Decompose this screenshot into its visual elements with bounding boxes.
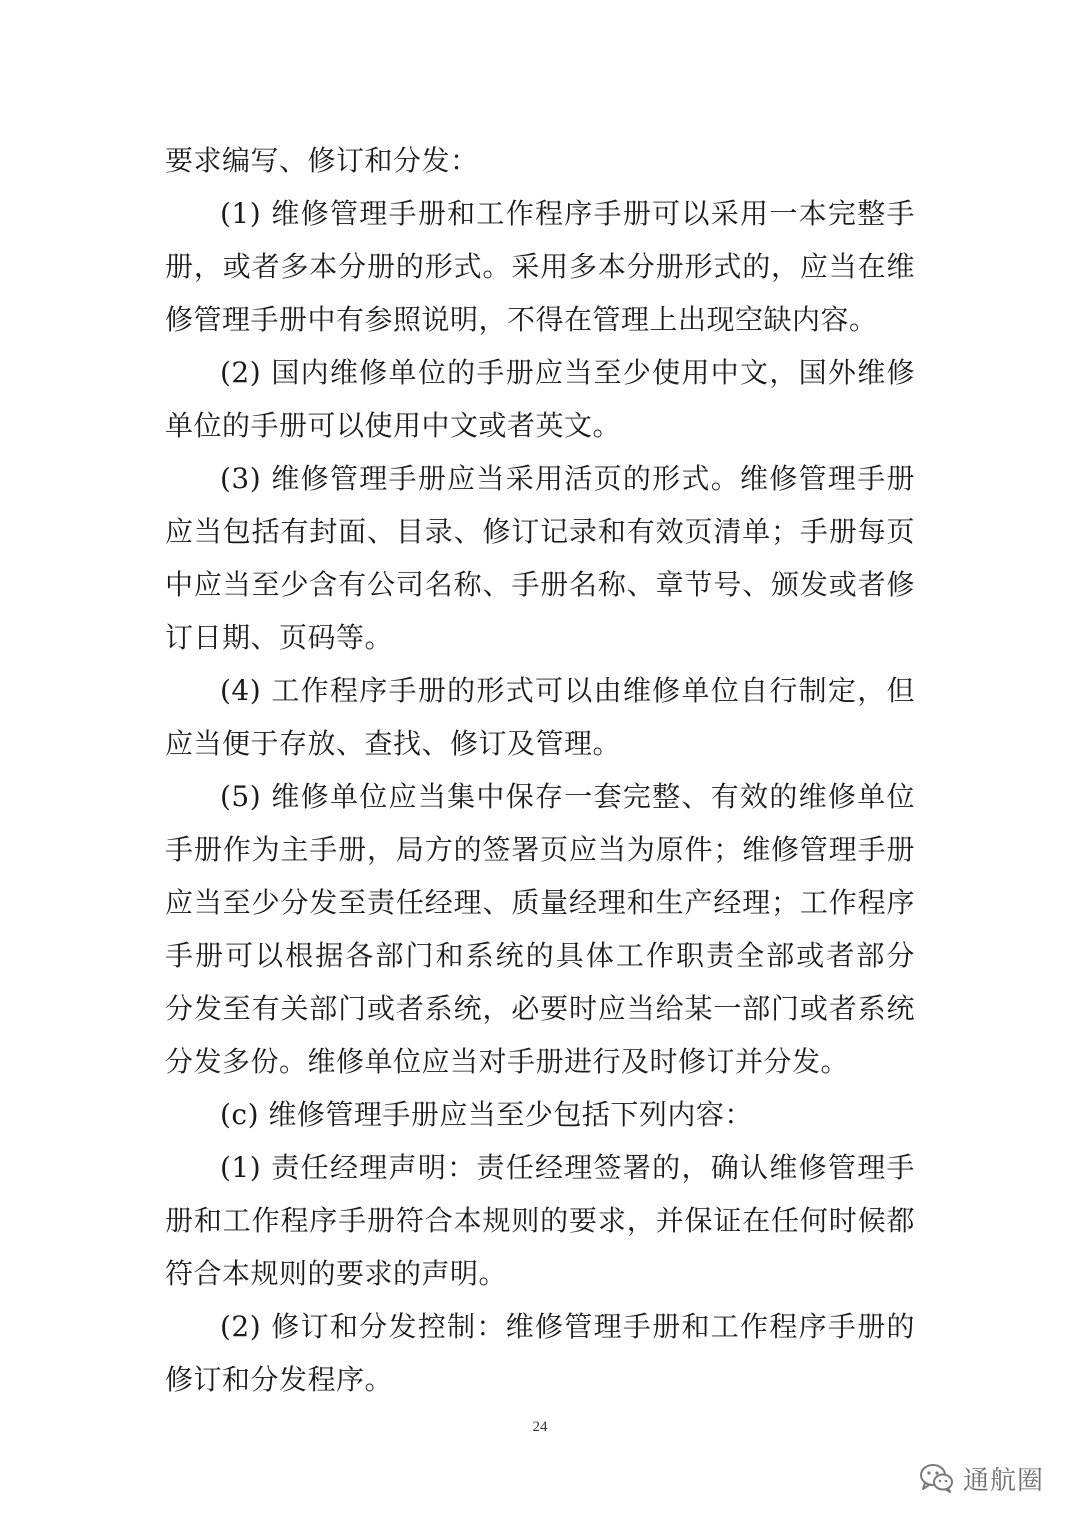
text-line: 要求编写、修订和分发：	[165, 144, 479, 177]
text-line: 手册作为主手册，局方的签署页应当为原件；维修管理手册	[165, 833, 915, 866]
text-line: 分发多份。维修单位应当对手册进行及时修订并分发。	[165, 1045, 850, 1078]
text-line: 符合本规则的要求的声明。	[165, 1257, 508, 1290]
wechat-icon	[919, 1463, 955, 1493]
text-line: 应当包括有封面、目录、修订记录和有效页清单；手册每页	[165, 515, 915, 548]
text-line: (4) 工作程序手册的形式可以由维修单位自行制定，但	[220, 674, 915, 707]
text-line: 修订和分发程序。	[165, 1363, 394, 1396]
text-line: (1) 维修管理手册和工作程序手册可以采用一本完整手	[220, 197, 915, 230]
text-line: 分发至有关部门或者系统，必要时应当给某一部门或者系统	[165, 992, 915, 1025]
text-line: 册和工作程序手册符合本规则的要求，并保证在任何时候都	[165, 1204, 915, 1237]
text-line: 册，或者多本分册的形式。采用多本分册形式的，应当在维	[165, 250, 915, 283]
watermark	[919, 1458, 1044, 1498]
text-line: 应当至少分发至责任经理、质量经理和生产经理；工作程序	[165, 886, 915, 919]
page-number: 24	[532, 1419, 548, 1435]
text-line: 应当便于存放、查找、修订及管理。	[165, 727, 622, 760]
text-line: (c) 维修管理手册应当至少包括下列内容：	[220, 1098, 753, 1131]
watermark-text: 通航圈	[962, 1465, 1044, 1496]
text-line: 修管理手册中有参照说明，不得在管理上出现空缺内容。	[165, 303, 878, 336]
text-line: 中应当至少含有公司名称、手册名称、章节号、颁发或者修	[165, 568, 915, 601]
text-line: (2) 国内维修单位的手册应当至少使用中文，国外维修	[220, 356, 915, 389]
text-line: 单位的手册可以使用中文或者英文。	[165, 409, 622, 442]
text-line: (5) 维修单位应当集中保存一套完整、有效的维修单位	[220, 780, 915, 813]
text-line: 手册可以根据各部门和系统的具体工作职责全部或者部分	[165, 939, 915, 972]
text-line: (1) 责任经理声明：责任经理签署的，确认维修管理手	[220, 1151, 915, 1184]
text-line: (2) 修订和分发控制：维修管理手册和工作程序手册的	[220, 1310, 915, 1343]
text-line: (3) 维修管理手册应当采用活页的形式。维修管理手册	[220, 462, 915, 495]
text-line: 订日期、页码等。	[165, 621, 394, 654]
